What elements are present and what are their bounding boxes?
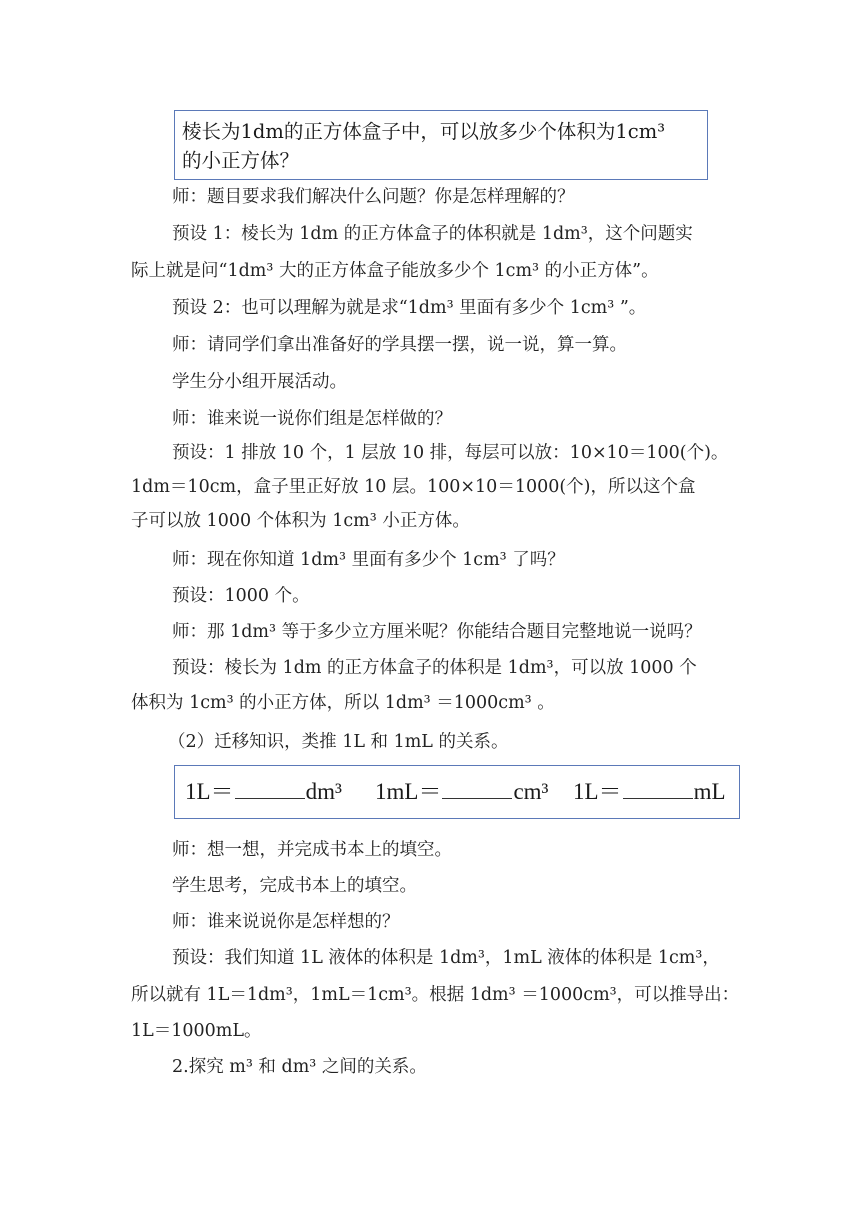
- fill-prefix: 1L＝: [573, 779, 622, 804]
- fill-suffix: cm³: [513, 779, 549, 804]
- paragraph: 1dm＝10cm，盒子里正好放 10 层。100×10＝1000(个)，所以这个盒: [131, 477, 696, 497]
- fill-in-box: [174, 765, 740, 819]
- paragraph: 预设 2：也可以理解为就是求“1dm³ 里面有多少个 1cm³ ”。: [172, 298, 647, 318]
- section-heading: 2.探究 m³ 和 dm³ 之间的关系。: [172, 1057, 427, 1077]
- problem-box: [174, 110, 708, 180]
- fill-item-liter-ml: [573, 778, 726, 806]
- paragraph: 际上就是问“1dm³ 大的正方体盒子能放多少个 1cm³ 的小正方体”。: [131, 261, 659, 281]
- paragraph: 预设 1：棱长为 1dm 的正方体盒子的体积就是 1dm³，这个问题实: [172, 224, 693, 244]
- blank-line: [235, 778, 305, 799]
- paragraph: 所以就有 1L＝1dm³，1mL＝1cm³。根据 1dm³ ＝1000cm³，可以推导出：: [131, 985, 740, 1005]
- fill-prefix: 1L＝: [185, 779, 234, 804]
- paragraph: 师：请同学们拿出准备好的学具摆一摆，说一说，算一算。: [172, 335, 627, 355]
- paragraph: 体积为 1cm³ 的小正方体，所以 1dm³ ＝1000cm³ 。: [131, 693, 555, 713]
- paragraph: 1L＝1000mL。: [131, 1021, 262, 1041]
- paragraph: 师：想一想，并完成书本上的填空。: [172, 840, 452, 860]
- paragraph: 师：现在你知道 1dm³ 里面有多少个 1cm³ 了吗？: [172, 550, 565, 570]
- blank-line: [623, 778, 693, 799]
- fill-suffix: dm³: [305, 779, 342, 804]
- paragraph: 学生思考，完成书本上的填空。: [172, 876, 417, 896]
- paragraph: 预设：我们知道 1L 液体的体积是 1dm³，1mL 液体的体积是 1cm³，: [172, 948, 720, 968]
- fill-suffix: mL: [693, 779, 726, 804]
- paragraph: 预设：1000 个。: [172, 586, 310, 606]
- section-heading: （2）迁移知识，类推 1L 和 1mL 的关系。: [168, 732, 509, 752]
- paragraph: 子可以放 1000 个体积为 1cm³ 小正方体。: [131, 511, 470, 531]
- paragraph: 师：那 1dm³ 等于多少立方厘米呢？你能结合题目完整地说一说吗？: [172, 622, 702, 642]
- problem-line-2: 的小正方体？: [182, 149, 300, 172]
- blank-line: [442, 778, 512, 799]
- paragraph: 预设：棱长为 1dm 的正方体盒子的体积是 1dm³，可以放 1000 个: [172, 658, 697, 678]
- paragraph: 预设：1 排放 10 个，1 层放 10 排，每层可以放：10×10＝100(个)。: [172, 443, 729, 463]
- fill-item-liter-dm3: [185, 778, 342, 806]
- paragraph: 师：题目要求我们解决什么问题？你是怎样理解的？: [172, 187, 575, 207]
- fill-prefix: 1mL＝: [375, 779, 442, 804]
- paragraph: 师：谁来说说你是怎样想的？: [172, 912, 400, 932]
- problem-line-1: 棱长为1dm的正方体盒子中，可以放多少个体积为1cm³: [182, 120, 666, 143]
- paragraph: 师：谁来说一说你们组是怎样做的？: [172, 409, 452, 429]
- paragraph: 学生分小组开展活动。: [172, 372, 347, 392]
- fill-item-ml-cm3: [375, 778, 548, 806]
